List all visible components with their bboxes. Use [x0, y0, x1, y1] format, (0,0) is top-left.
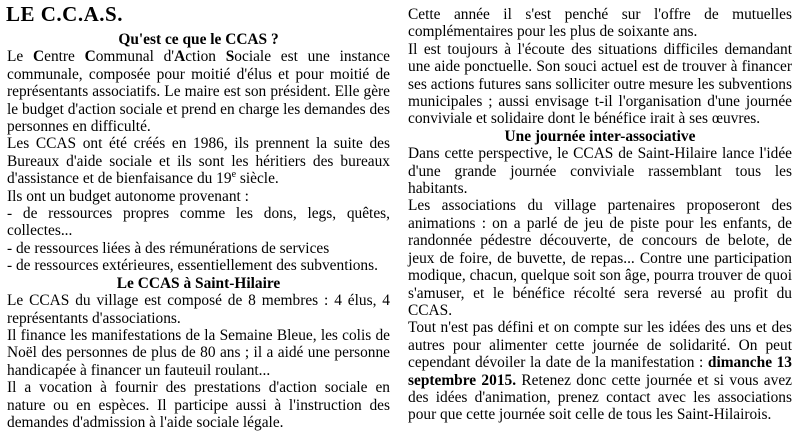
final-text: Tout n'est pas défini et on compte sur les idées des uns et des autres pour alimenter cette journée de solidarité. On peut cependant dévoiler la date de la manifestation :: [408, 319, 792, 372]
history-text: Les CCAS ont été créés en 1986, ils prennent la suite des Bureaux d'aide sociale et ils sont les héritiers des bureaux d'assistance et de bienfaisance du 19: [7, 135, 390, 188]
list-item: - de ressources propres comme les dons, legs, quêtes, collectes...: [7, 205, 390, 240]
intro-text: ommunal d': [95, 48, 175, 66]
right-column: [408, 6, 792, 424]
initial-c: C: [32, 48, 45, 66]
left-column: [7, 31, 390, 431]
perspective-paragraph: Dans cette perspective, le CCAS de Saint-Hilaire lance l'idée d'une grande journée conviviale rassemblant tous les habitants.: [408, 145, 792, 198]
mutuelles-paragraph: Cette année il s'est penché sur l'offre de mutuelles complémentaires pour les plus de soixante ans.: [408, 6, 792, 41]
associations-paragraph: Les associations du village partenaires proposeront des animations : on a parlé de jeu de piste pour les enfants, de randonnée pédestre découverte, de concours de belote, de jeux de foire, de buvette, de repas... Contre une participation modique, chacun, quelque soit son âge, pourra trouver de quoi s'amuser, et le bénéfice récolté sera reversé au profit du CCAS.: [408, 197, 792, 319]
intro-text: Le: [7, 48, 33, 66]
event-date: dimanche 13 septembre 2015.: [408, 354, 792, 389]
composition-paragraph: Le CCAS du village est composé de 8 membres : 4 élus, 4 représentants d'associations.: [7, 292, 390, 327]
initial-a: A: [174, 48, 186, 66]
initial-c: C: [84, 48, 96, 66]
page-title: LE C.C.A.S.: [6, 2, 123, 26]
list-item: - de ressources extérieures, essentiellement des subventions.: [7, 257, 378, 275]
intro-text: ction: [185, 48, 226, 66]
vocation-paragraph: Il a vocation à fournir des prestations d'action sociale en nature ou en espèces. Il participe aussi à l'instruction des demandes d'admission à l'aide sociale légale.: [7, 379, 390, 431]
century-superscript: e: [231, 169, 237, 181]
list-item: - de ressources liées à des rémunérations de services: [7, 239, 330, 257]
intro-text: ociale est une instance communale, composée pour moitié d'élus et pour moitié de représentants associatifs. Le maire est son président. Elle gère le budget d'action sociale et prend en charge les demandes des personnes en difficulté.: [7, 48, 391, 136]
initial-s: S: [225, 48, 235, 66]
budget-intro: Ils ont un budget autonome provenant :: [7, 187, 249, 205]
finance-paragraph: Il finance les manifestations de la Semaine Bleue, les colis de Noël des personnes de plus de 80 ans ; il a aidé une personne handicapée à financer un fauteuil roulant...: [7, 326, 390, 379]
ccas-definition-paragraph: [7, 48, 390, 135]
section-heading-inter-associative: Une journée inter-associative: [504, 127, 696, 145]
history-paragraph: [7, 135, 390, 187]
history-text-end: siècle.: [236, 170, 279, 188]
section-heading-what-is-ccas: Qu'est ce que le CCAS ?: [118, 31, 279, 48]
final-paragraph: [408, 319, 792, 423]
budget-sources-list: [7, 205, 390, 275]
intro-text: entre: [44, 48, 85, 66]
ecoute-paragraph: Il est toujours à l'écoute des situations difficiles demandant une aide ponctuelle. Son souci actuel est de trouver à financer ses actions futures sans solliciter outre mesure les subventions municipales ; aussi envisage t-il l'organisation d'une journée conviviale et solidaire dont le bénéfice irait à ses œuvres.: [408, 40, 792, 128]
section-heading-saint-hilaire: Le CCAS à Saint-Hilaire: [116, 274, 281, 292]
final-text-end: Retenez donc cette journée et si vous avez des idées d'animation, prenez contact avec les associations pour que cette journée soit celle de tous les Saint-Hilairois.: [408, 371, 793, 424]
